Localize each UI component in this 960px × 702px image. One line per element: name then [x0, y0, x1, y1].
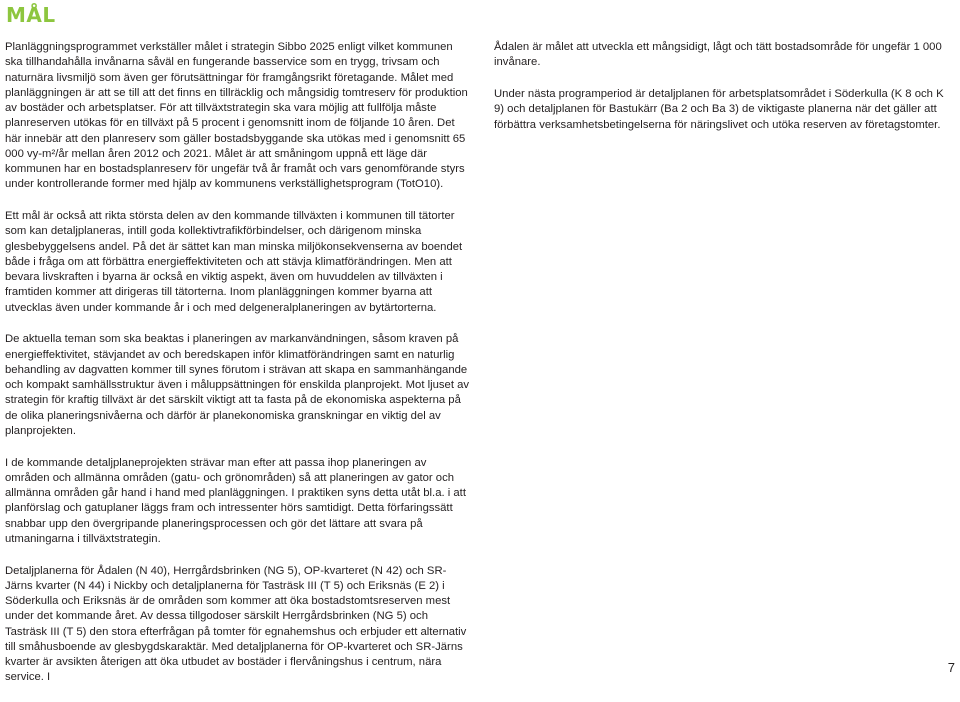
paragraph-adalen-goal: Ådalen är målet att utveckla ett mångsidigt, lågt och tätt bostadsområde för ungefär 1 000 invånare.: [494, 41, 942, 69]
paragraph-detail-plan-projects: I de kommande detaljplaneprojekten strävar man efter att passa ihop planeringen av områden och allmänna områden (gatu- och grönområden) så att planeringen av gator och allmänna områden går hand i hand med planläggningen. I praktiken syns detta utåt bl.a. i att planförslag och gatuplaner läggs fram och intressenter hörs samtidigt. Detta förfaringssätt snabbar upp den övergripande planeringsprocessen och gör det lättare att svara på utmaningarna i tillväxtstrategin.: [5, 456, 466, 545]
paragraph-goals-strategy: Planläggningsprogrammet verkställer målet i strategin Sibbo 2025 enligt vilket kommunen ska tillhandahålla invånarna såväl en fungerande basservice som en trygg, trivsam och naturnära livsmiljö som även ger förutsättningar för framgångsrikt företagande. Målet med planläggningen är att se till att det finns en tillräcklig och mångsidig tomtreserv för produktion av bostäder och arbetsplatser. För att tillväxtstrategin ska vara möjlig att fullfölja måste planreserven utökas för en tillväxt på 5 procent i genomsnitt inom de följande 10 åren. Det här innebär att den planreserv som gäller bostadsbyggande ska utökas med i genomsnitt 65 000 vy-m²/år mellan åren 2012 och 2021. Målet är att småningom uppnå ett läge där kommunen har en bostadsplanreserv för ungefär två år framåt och vars genomförande styrs under kontrollerande former med hjälp av kommunens verkställighetsprogram (TotO10).: [5, 41, 468, 191]
paragraph-growth-direction: Ett mål är också att rikta största delen av den kommande tillväxten i kommunen till tätorter som kan detaljplaneras, intill goda kollektivtrafikförbindelser, och därigenom minska glesbebyggelsens andel. På det är sättet kan man minska miljökonsekvenserna av boendet både i fråga om att förbättra energieffektiviteten och att stävja klimatförändringen. Men att bevara livskraften i byarna är också en viktig aspekt, även om huvuddelen av tillväxten i framtiden kommer att dirigeras till tätorterna. Inom planläggningen kommer byarna att utvecklas även under kommande år i och med delgeneralplaneringen av bytärtorterna.: [5, 210, 463, 314]
paragraph-next-program-period: Under nästa programperiod är detaljplanen för arbetsplatsområdet i Söderkulla (K 8 och K 9) och detaljplanen för Bastukärr (Ba 2 och Ba 3) de viktigaste planerna när det gäller att förbättra verksamhetsbetingelserna för näringslivet och utöka reserven av företagstomter.: [494, 88, 944, 131]
right-column: [494, 40, 956, 149]
page-number: 7: [947, 660, 955, 675]
paragraph-detail-plans-list: Detaljplanerna för Ådalen (N 40), Herrgårdsbrinken (NG 5), OP-kvarteret (N 42) och SR-Järns kvarter (N 44) i Nickby och detaljplanerna för Tasträsk III (T 5) och Eriksnäs (E 2) i Söderkulla och Eriksnäs är de områden som kommer att öka bostadstomtsreserven mest under det kommande året. Av dessa tillgodoser särskilt Herrgårdsbrinken (NG 5) och Tasträsk III (T 5) den stora efterfrågan på tomter för egnahemshus och erbjuder ett alternativ till småhusboende av glesbygdskaraktär. Med detaljplanerna för OP-kvarteret och SR-Järns kvarter är avsikten återigen att öka utbudet av bostäder i flervåningshus i centrum, nära service. I: [5, 564, 467, 684]
section-heading: MÅL: [6, 3, 56, 27]
paragraph-current-themes: De aktuella teman som ska beaktas i planeringen av markanvändningen, såsom kraven på energieffektivitet, stävjandet av och beredskapen inför klimatförändringen samt en naturlig behandling av dagvatten kommer till synes förutom i strävan att skapa en sammanhängande och kompakt samhällsstruktur även i måluppsättningen för enskilda planprojekt. Mot ljuset av strategin för kraftig tillväxt är det särskilt viktigt att ta fasta på de ekonomiska aspekterna på de olika planeringsnivåerna och därför är planekonomiska granskningar en viktig del av planprojekten.: [5, 333, 470, 437]
left-column: [5, 40, 470, 702]
